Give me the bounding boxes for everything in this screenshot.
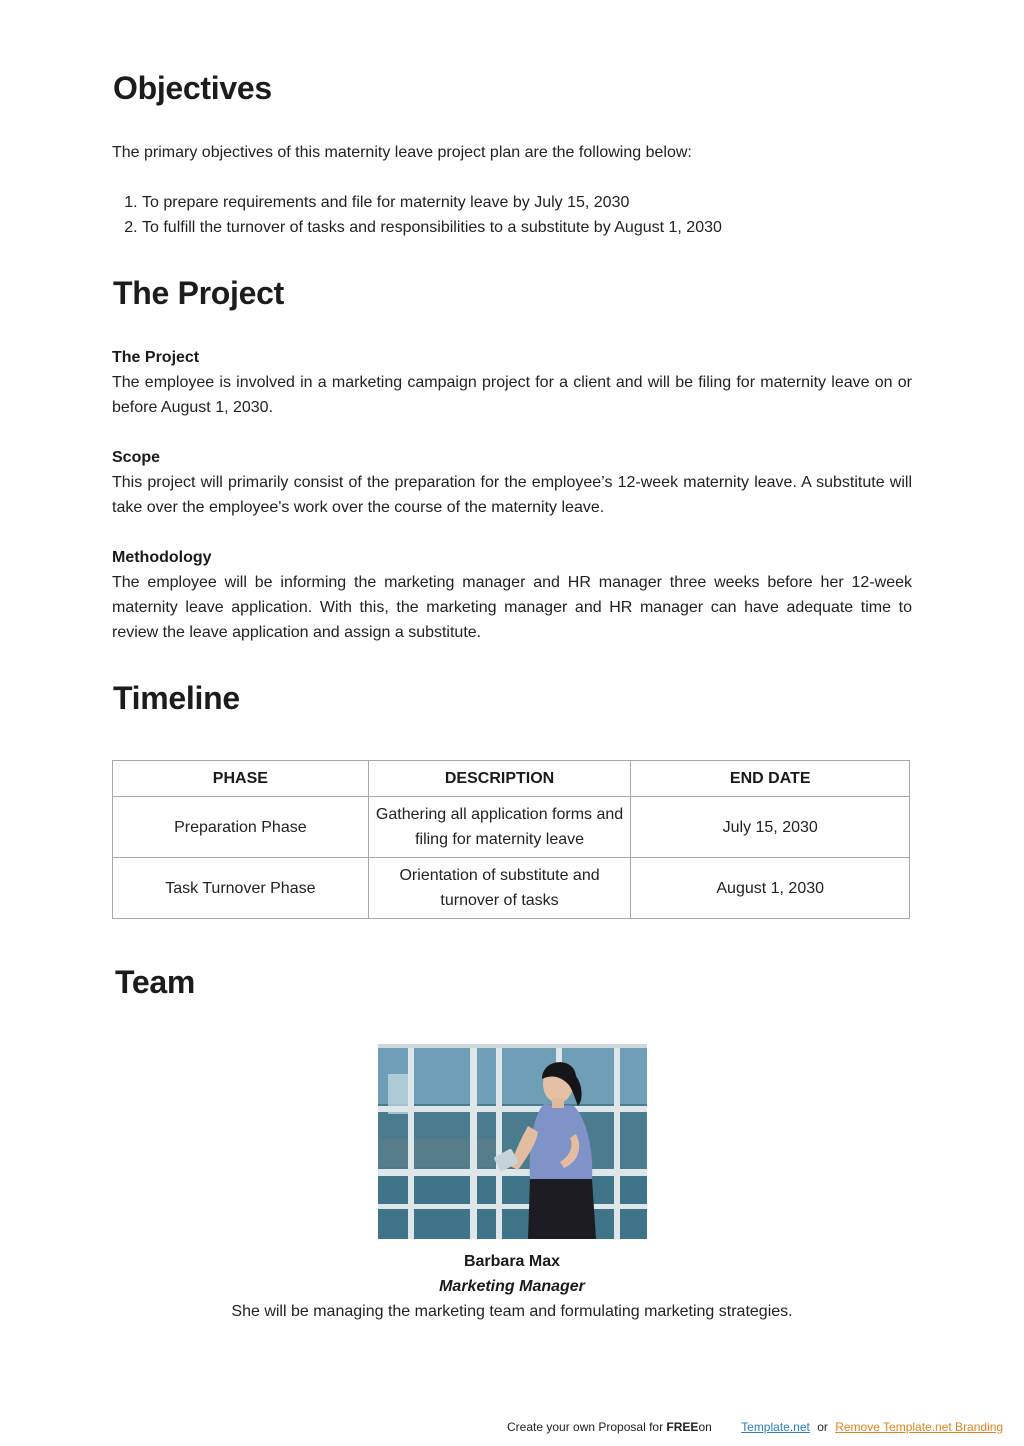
table-cell: Gathering all application forms and filing for maternity leave bbox=[368, 797, 631, 858]
remove-branding-link[interactable]: Remove Template.net Branding bbox=[835, 1420, 1004, 1434]
project-heading: The Project bbox=[113, 275, 284, 311]
team-member-role: Marketing Manager bbox=[439, 1278, 585, 1295]
column-header-phase: PHASE bbox=[113, 761, 369, 797]
footer-free: FREE bbox=[666, 1420, 699, 1434]
column-header-description: DESCRIPTION bbox=[368, 761, 631, 797]
branding-footer bbox=[507, 1420, 1003, 1434]
table-row bbox=[113, 797, 910, 858]
table-row bbox=[113, 858, 910, 919]
footer-on: on bbox=[698, 1420, 712, 1434]
column-header-end-date: END DATE bbox=[631, 761, 910, 797]
table-cell: August 1, 2030 bbox=[631, 858, 910, 919]
objectives-list bbox=[112, 190, 922, 240]
timeline-heading: Timeline bbox=[113, 680, 240, 716]
scope-text: This project will primarily consist of the preparation for the employee’s 12-week maternity leave. A substitute will take over the employee's work over the course of the maternity leave. bbox=[112, 474, 912, 516]
scope-subheading: Scope bbox=[112, 449, 161, 466]
timeline-table bbox=[112, 760, 910, 919]
table-header-row bbox=[113, 761, 910, 797]
footer-or: or bbox=[817, 1420, 828, 1434]
list-item: 2. To fulfill the turnover of tasks and responsibilities to a substitute by August 1, 2030 bbox=[142, 215, 922, 240]
team-member-photo bbox=[378, 1044, 647, 1239]
objectives-heading: Objectives bbox=[113, 70, 272, 106]
team-member-name: Barbara Max bbox=[463, 1253, 561, 1270]
project-subheading: The Project bbox=[112, 349, 200, 366]
methodology-subheading: Methodology bbox=[112, 549, 212, 566]
project-text: The employee is involved in a marketing campaign project for a client and will be filing for maternity leave on or before August 1, 2030. bbox=[112, 374, 912, 416]
table-cell: Preparation Phase bbox=[113, 797, 369, 858]
table-cell: Orientation of substitute and turnover of tasks bbox=[368, 858, 631, 919]
methodology-text: The employee will be informing the marketing manager and HR manager three weeks before her 12-week maternity leave application. With this, the marketing manager and HR manager can have adequate time to review the leave application and assign a substitute. bbox=[112, 574, 912, 641]
objectives-intro: The primary objectives of this maternity leave project plan are the following below: bbox=[112, 144, 692, 161]
table-cell: Task Turnover Phase bbox=[113, 858, 369, 919]
footer-prefix: Create your own Proposal for bbox=[507, 1420, 667, 1434]
team-heading: Team bbox=[115, 964, 196, 1000]
template-net-link[interactable]: Template.net bbox=[741, 1420, 810, 1434]
team-member-bio: She will be managing the marketing team and formulating marketing strategies. bbox=[231, 1303, 793, 1320]
table-cell: July 15, 2030 bbox=[631, 797, 910, 858]
list-item: 1. To prepare requirements and file for maternity leave by July 15, 2030 bbox=[142, 190, 922, 215]
